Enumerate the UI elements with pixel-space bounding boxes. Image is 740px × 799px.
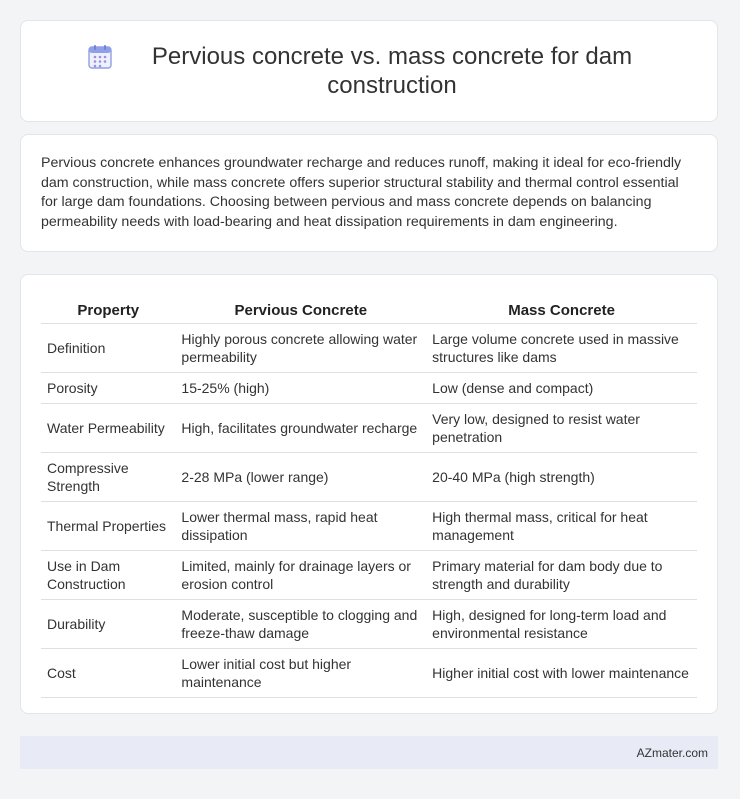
cell-mass: High, designed for long-term load and environmental resistance — [426, 600, 697, 649]
cell-mass: Large volume concrete used in massive structures like dams — [426, 324, 697, 373]
cell-property: Use in Dam Construction — [41, 551, 175, 600]
cell-pervious: Limited, mainly for drainage layers or erosion control — [175, 551, 426, 600]
cell-pervious: Highly porous concrete allowing water permeability — [175, 324, 426, 373]
summary-text: Pervious concrete enhances groundwater recharge and reduces runoff, making it ideal for eco-friendly dam construction, while mass concrete offers superior structural stability and thermal control essential for large dam foundations. Choosing between pervious and mass concrete depends on balancing permeability needs with load-bearing and heat dissipation requirements in dam engineering. — [41, 155, 682, 230]
table-row — [41, 373, 697, 404]
header-property: Property — [41, 295, 175, 324]
cell-pervious: Lower initial cost but higher maintenance — [175, 649, 426, 698]
cell-pervious: 15-25% (high) — [175, 373, 426, 404]
footer-brand[interactable]: AZmater.com — [636, 745, 708, 760]
cell-pervious: 2-28 MPa (lower range) — [175, 453, 426, 502]
header-pervious: Pervious Concrete — [175, 295, 426, 324]
calendar-icon — [86, 43, 114, 71]
summary-card — [20, 134, 718, 252]
page-title: Pervious concrete vs. mass concrete for dam construction — [151, 43, 633, 99]
cell-property: Compressive Strength — [41, 453, 175, 502]
table-row — [41, 404, 697, 453]
title-wrap — [86, 42, 652, 100]
comparison-table-card — [20, 274, 718, 714]
cell-property: Water Permeability — [41, 404, 175, 453]
cell-property: Definition — [41, 324, 175, 373]
cell-mass: 20-40 MPa (high strength) — [426, 453, 697, 502]
cell-mass: Primary material for dam body due to strength and durability — [426, 551, 697, 600]
cell-pervious: Lower thermal mass, rapid heat dissipation — [175, 502, 426, 551]
cell-mass: High thermal mass, critical for heat management — [426, 502, 697, 551]
table-row — [41, 600, 697, 649]
title-card — [20, 20, 718, 122]
cell-property: Porosity — [41, 373, 175, 404]
cell-pervious: High, facilitates groundwater recharge — [175, 404, 426, 453]
cell-mass: Higher initial cost with lower maintenance — [426, 649, 697, 698]
cell-property: Durability — [41, 600, 175, 649]
cell-pervious: Moderate, susceptible to clogging and freeze-thaw damage — [175, 600, 426, 649]
table-row — [41, 551, 697, 600]
cell-mass: Low (dense and compact) — [426, 373, 697, 404]
cell-property: Cost — [41, 649, 175, 698]
table-header-row — [41, 295, 697, 324]
header-mass: Mass Concrete — [426, 295, 697, 324]
cell-mass: Very low, designed to resist water penetration — [426, 404, 697, 453]
table-row — [41, 453, 697, 502]
table-row — [41, 502, 697, 551]
footer — [20, 736, 718, 769]
table-row — [41, 324, 697, 373]
table-row — [41, 649, 697, 698]
cell-property: Thermal Properties — [41, 502, 175, 551]
comparison-table — [41, 295, 697, 698]
